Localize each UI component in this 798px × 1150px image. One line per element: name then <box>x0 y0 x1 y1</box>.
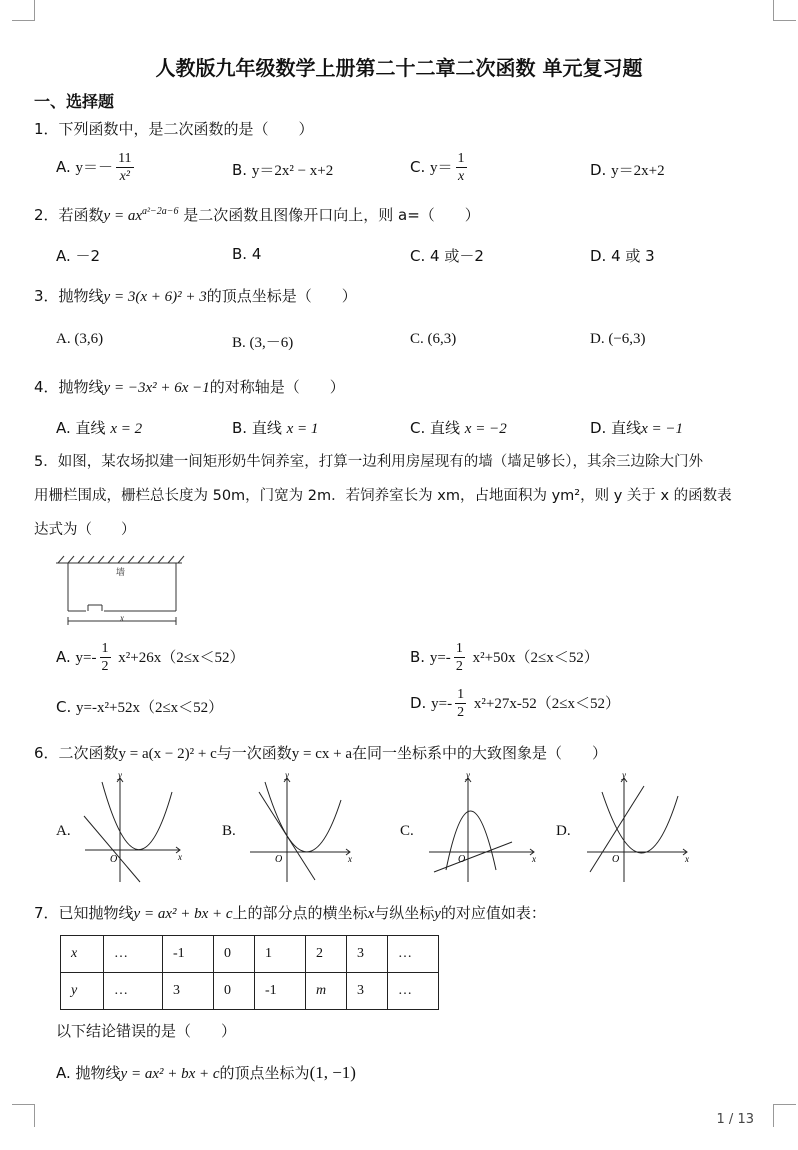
q6-graph-d <box>582 772 697 884</box>
q6-option-b-label: B. <box>222 823 236 839</box>
svg-text:y: y <box>118 772 122 780</box>
q2-option-d: D. 4 或 3 <box>590 247 655 265</box>
svg-text:x: x <box>532 854 536 864</box>
svg-text:x: x <box>348 854 352 864</box>
page-title: 人教版九年级数学上册第二十二章二次函数 单元复习题 <box>155 56 643 80</box>
q1-option-a: A. y＝－ $\frac{11}{\text{x²}}$ <box>56 151 132 184</box>
q5-option-d: D. y=- $\frac{1}{2}$ x²+27x-52（2≤x＜52） <box>410 687 621 720</box>
svg-text:墙: 墙 <box>116 567 126 577</box>
question-1-stem: 1．下列函数中，是二次函数的是（ ） <box>34 120 314 138</box>
svg-text:x: x <box>685 854 689 864</box>
q1-option-c: C. y＝ $\frac{1}{x}$ <box>410 151 465 184</box>
q6-graph-c <box>424 772 542 884</box>
q4-option-c: C. 直线 x = −2 <box>410 419 507 437</box>
svg-text:O: O <box>612 854 620 865</box>
q3-option-d: D. (−6,3) <box>590 331 646 347</box>
q4-option-a: A. 直线 x = 2 <box>56 419 143 437</box>
q7-sub-question: 以下结论错误的是（ ） <box>56 1022 237 1040</box>
svg-text:O: O <box>275 854 283 865</box>
table-row: x … -1 0 1 2 3 … <box>61 936 439 973</box>
q5-option-c: C. y=-x²+52x（2≤x＜52） <box>56 698 224 716</box>
corner-mark-top-right <box>773 0 796 21</box>
q3-option-a: A. (3,6) <box>56 331 104 347</box>
q5-option-a: A. y=- $\frac{1}{2}$ x²+26x（2≤x＜52） <box>56 641 245 674</box>
value-table <box>60 935 439 1010</box>
question-7-stem: 7．已知抛物线y = ax² + bx + c上的部分点的横坐标x与纵坐标y的对应值如表： <box>34 904 546 922</box>
question-5-stem: 5．如图，某农场拟建一间矩形奶牛饲养室，打算一边利用房屋现有的墙（墙足够长），其余三边除大门外 用栅栏围成，栅栏总长度为 50m，门宽为 2m．若饲养室长为 xm，占地面积为 ym²，则 y 关于 x 的函数表 达式为（ ） <box>34 454 732 538</box>
q1-option-b: B. y＝2x² − x+2 <box>232 161 334 179</box>
q3-option-c: C. (6,3) <box>410 331 457 347</box>
q2-option-b: B. 4 <box>232 245 262 263</box>
svg-text:y: y <box>466 772 470 780</box>
question-6-stem: 6．二次函数y = a(x − 2)² + c与一次函数y = cx + a在同一坐标系中的大致图象是（ ） <box>34 744 607 762</box>
q2-option-a: A. －2 <box>56 247 101 265</box>
section-heading: 一、选择题 <box>34 92 115 111</box>
q6-option-c-label: C. <box>400 823 414 839</box>
svg-text:O: O <box>458 854 466 865</box>
question-2-stem: 2．若函数$y = ax^{a^2-2a-6}$ 是二次函数且图像开口向上，则 a=（ ） <box>34 206 480 224</box>
q4-option-d: D. 直线x = −1 <box>590 419 683 437</box>
question-3-stem: 3．抛物线y = 3(x + 6)² + 3的顶点坐标是（ ） <box>34 287 357 305</box>
svg-text:x: x <box>120 613 124 623</box>
svg-text:y: y <box>622 772 626 780</box>
q6-graph-b <box>245 772 360 884</box>
table-row: y … 3 0 -1 m 3 … <box>61 973 439 1010</box>
q7-option-a: A. 抛物线y = ax² + bx + c的顶点坐标为(1, −1) <box>56 1063 356 1082</box>
corner-mark-top-left <box>12 0 35 21</box>
q3-option-b: B. (3,－6) <box>232 335 294 351</box>
q5-option-b: B. y=- $\frac{1}{2}$ x²+50x（2≤x＜52） <box>410 641 599 674</box>
farm-diagram <box>52 555 192 630</box>
q6-option-d-label: D. <box>556 823 571 839</box>
q2-option-c: C. 4 或－2 <box>410 247 484 265</box>
q6-option-a-label: A. <box>56 823 71 839</box>
q4-option-b: B. 直线 x = 1 <box>232 419 319 437</box>
corner-mark-bottom-left <box>12 1104 35 1127</box>
svg-text:O: O <box>110 854 118 865</box>
svg-text:y: y <box>285 772 289 780</box>
corner-mark-bottom-right <box>773 1104 796 1127</box>
q6-graph-a <box>80 772 190 884</box>
q1-option-d: D. y＝2x+2 <box>590 161 665 179</box>
svg-text:x: x <box>178 852 182 862</box>
question-4-stem: 4．抛物线y = −3x² + 6x −1的对称轴是（ ） <box>34 378 345 396</box>
page-number: 1 / 13 <box>716 1112 754 1127</box>
